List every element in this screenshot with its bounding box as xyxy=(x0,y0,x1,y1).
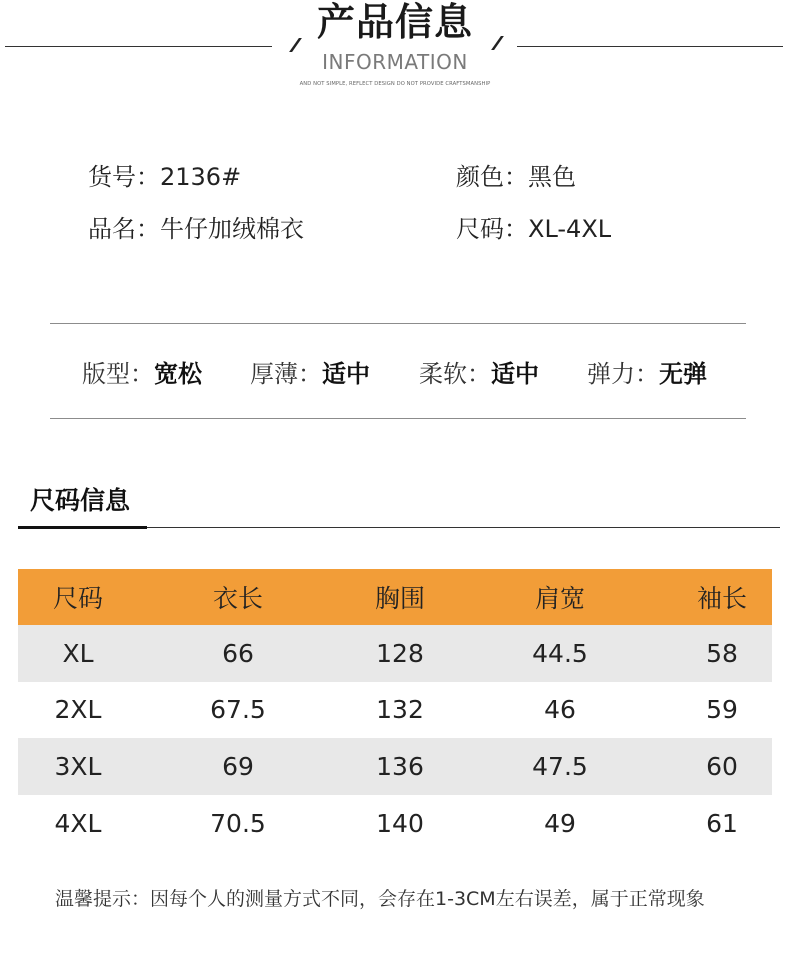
attribute-softness xyxy=(419,358,539,390)
size-table-header xyxy=(18,569,772,625)
size-section-title: 尺码信息 xyxy=(30,486,131,515)
item-color: 颜色：黑色 xyxy=(456,163,576,191)
attribute-thickness xyxy=(250,358,370,390)
size-section-underline xyxy=(18,526,147,529)
attribute-label: 柔软： xyxy=(419,360,491,388)
item-size-range: 尺码：XL-4XL xyxy=(456,215,612,243)
table-cell: 2XL xyxy=(54,695,102,725)
attribute-label: 版型： xyxy=(82,360,154,388)
attribute-label: 弹力： xyxy=(587,360,659,388)
table-row xyxy=(18,795,772,852)
table-cell: 46 xyxy=(544,695,576,725)
page-subtitle: INFORMATION xyxy=(322,50,468,74)
header-cell: 衣长 xyxy=(212,584,263,613)
table-cell: 132 xyxy=(376,695,424,725)
table-cell: 128 xyxy=(376,638,424,668)
header-rule-right xyxy=(517,46,783,47)
table-row xyxy=(18,625,772,682)
table-cell: 3XL xyxy=(54,751,102,781)
header-cell: 肩宽 xyxy=(534,584,585,613)
attribute-fit xyxy=(82,358,202,390)
table-row xyxy=(18,738,772,795)
measurement-note: 温馨提示：因每个人的测量方式不同，会存在1-3CM左右误差，属于正常现象 xyxy=(55,888,705,910)
table-cell: 140 xyxy=(376,808,424,838)
page-title: 产品信息 xyxy=(316,0,473,44)
attribute-label: 厚薄： xyxy=(250,360,322,388)
attribute-value: 适中 xyxy=(491,360,539,388)
header-rule-left xyxy=(5,46,272,47)
attribute-elasticity xyxy=(587,358,707,390)
size-table xyxy=(18,569,772,851)
header-cell: 袖长 xyxy=(696,584,747,613)
table-cell: 69 xyxy=(222,751,254,781)
table-cell: 70.5 xyxy=(210,808,266,838)
table-row xyxy=(18,682,772,739)
attribute-value: 无弹 xyxy=(659,360,707,388)
attribute-value: 宽松 xyxy=(154,360,202,388)
header-cell: 尺码 xyxy=(52,584,103,613)
header-cell: 胸围 xyxy=(374,584,425,613)
table-cell: XL xyxy=(62,638,94,668)
table-cell: 66 xyxy=(222,638,254,668)
attribute-value: 适中 xyxy=(322,360,370,388)
table-cell: 60 xyxy=(706,751,738,781)
table-cell: 47.5 xyxy=(532,751,588,781)
page-tagline: AND NOT SIMPLE, REFLECT DESIGN DO NOT PROVIDE CRAFTSMANSHIP xyxy=(299,81,491,87)
item-name: 品名：牛仔加绒棉衣 xyxy=(88,215,304,243)
table-cell: 58 xyxy=(706,638,738,668)
attributes-rule-top xyxy=(50,323,746,324)
table-cell: 59 xyxy=(706,695,738,725)
table-cell: 136 xyxy=(376,751,424,781)
table-cell: 44.5 xyxy=(532,638,588,668)
table-cell: 67.5 xyxy=(210,695,266,725)
attributes-rule-bottom xyxy=(50,418,746,419)
item-number: 货号：2136# xyxy=(88,163,242,191)
table-cell: 49 xyxy=(544,808,576,838)
table-cell: 4XL xyxy=(54,808,102,838)
table-cell: 61 xyxy=(706,808,738,838)
